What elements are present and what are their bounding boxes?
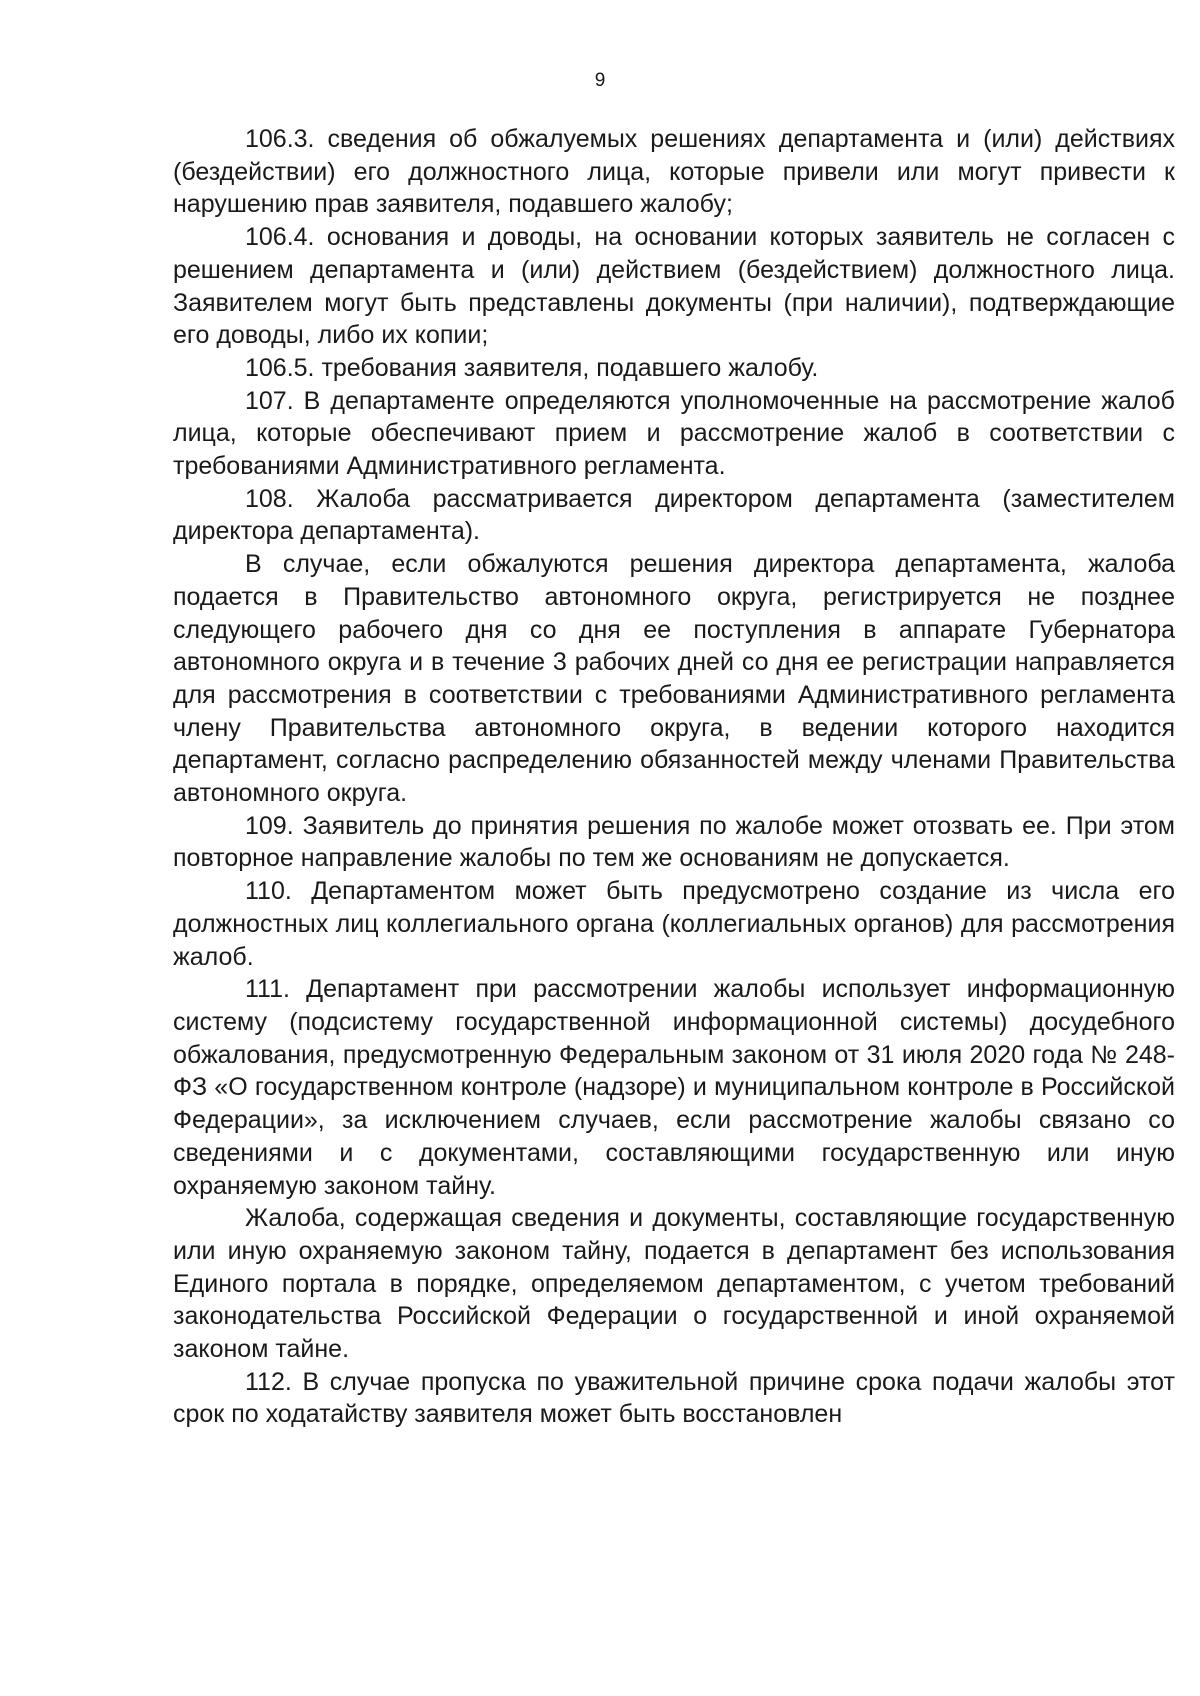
paragraph-106-3: 106.3. сведения об обжалуемых решениях департамента и (или) действиях (бездействии) его должностного лица, которые привели или могут привести к нарушению прав заявителя, подавшего жалобу;	[173, 125, 1175, 219]
page-number: 9	[594, 70, 606, 91]
paragraph-111: 111. Департамент при рассмотрении жалобы использует информационную систему (подсистему государственной информационной системы) досудебного обжалования, предусмотренную Федеральным законом от 31 июля 2020 года № 248-ФЗ «О государственном контроле (надзоре) и муниципальном контроле в Российской Федерации», за исключением случаев, если рассмотрение жалобы связано со сведениями и с документами, составляющими государственную или иную охраняемую законом тайну.	[173, 975, 1175, 1200]
paragraph-111-continued: Жалоба, содержащая сведения и документы, составляющие государственную или иную охраняемую законом тайну, подается в департамент без использования Единого портала в порядке, определяемом департаментом, с учетом требований законодательства Российской Федерации о государственной и иной охраняемой законом тайне.	[173, 1204, 1175, 1364]
paragraph-109: 109. Заявитель до принятия решения по жалобе может отозвать ее. При этом повторное направление жалобы по тем же основаниям не допускается.	[173, 811, 1175, 873]
paragraph-106-5: 106.5. требования заявителя, подавшего жалобу.	[245, 353, 819, 382]
paragraph-108-continued: В случае, если обжалуются решения директора департамента, жалоба подается в Правительство автономного округа, регистрируется не позднее следующего рабочего дня со дня ее поступления в аппарате Губернатора автономного округа и в течение 3 рабочих дней со дня ее регистрации направляется для рассмотрения в соответствии с требованиями Административного регламента члену Правительства автономного округа, в ведении которого находится департамент, согласно распределению обязанностей между членами Правительства автономного округа.	[173, 550, 1175, 808]
paragraph-106-4: 106.4. основания и доводы, на основании которых заявитель не согласен с решением департамента и (или) действием (бездействием) должностного лица. Заявителем могут быть представлены документы (при наличии), подтверждающие его доводы, либо их копии;	[173, 223, 1175, 350]
paragraph-108: 108. Жалоба рассматривается директором департамента (заместителем директора департамента).	[173, 484, 1175, 546]
document-body	[173, 123, 1175, 1431]
paragraph-112: 112. В случае пропуска по уважительной причине срока подачи жалобы этот срок по ходатайству заявителя может быть восстановлен	[173, 1367, 1175, 1429]
paragraph-107: 107. В департаменте определяются уполномоченные на рассмотрение жалоб лица, которые обеспечивают прием и рассмотрение жалоб в соответствии с требованиями Административного регламента.	[173, 386, 1175, 481]
paragraph-110: 110. Департаментом может быть предусмотрено создание из числа его должностных лиц коллегиального органа (коллегиальных органов) для рассмотрения жалоб.	[173, 877, 1175, 971]
